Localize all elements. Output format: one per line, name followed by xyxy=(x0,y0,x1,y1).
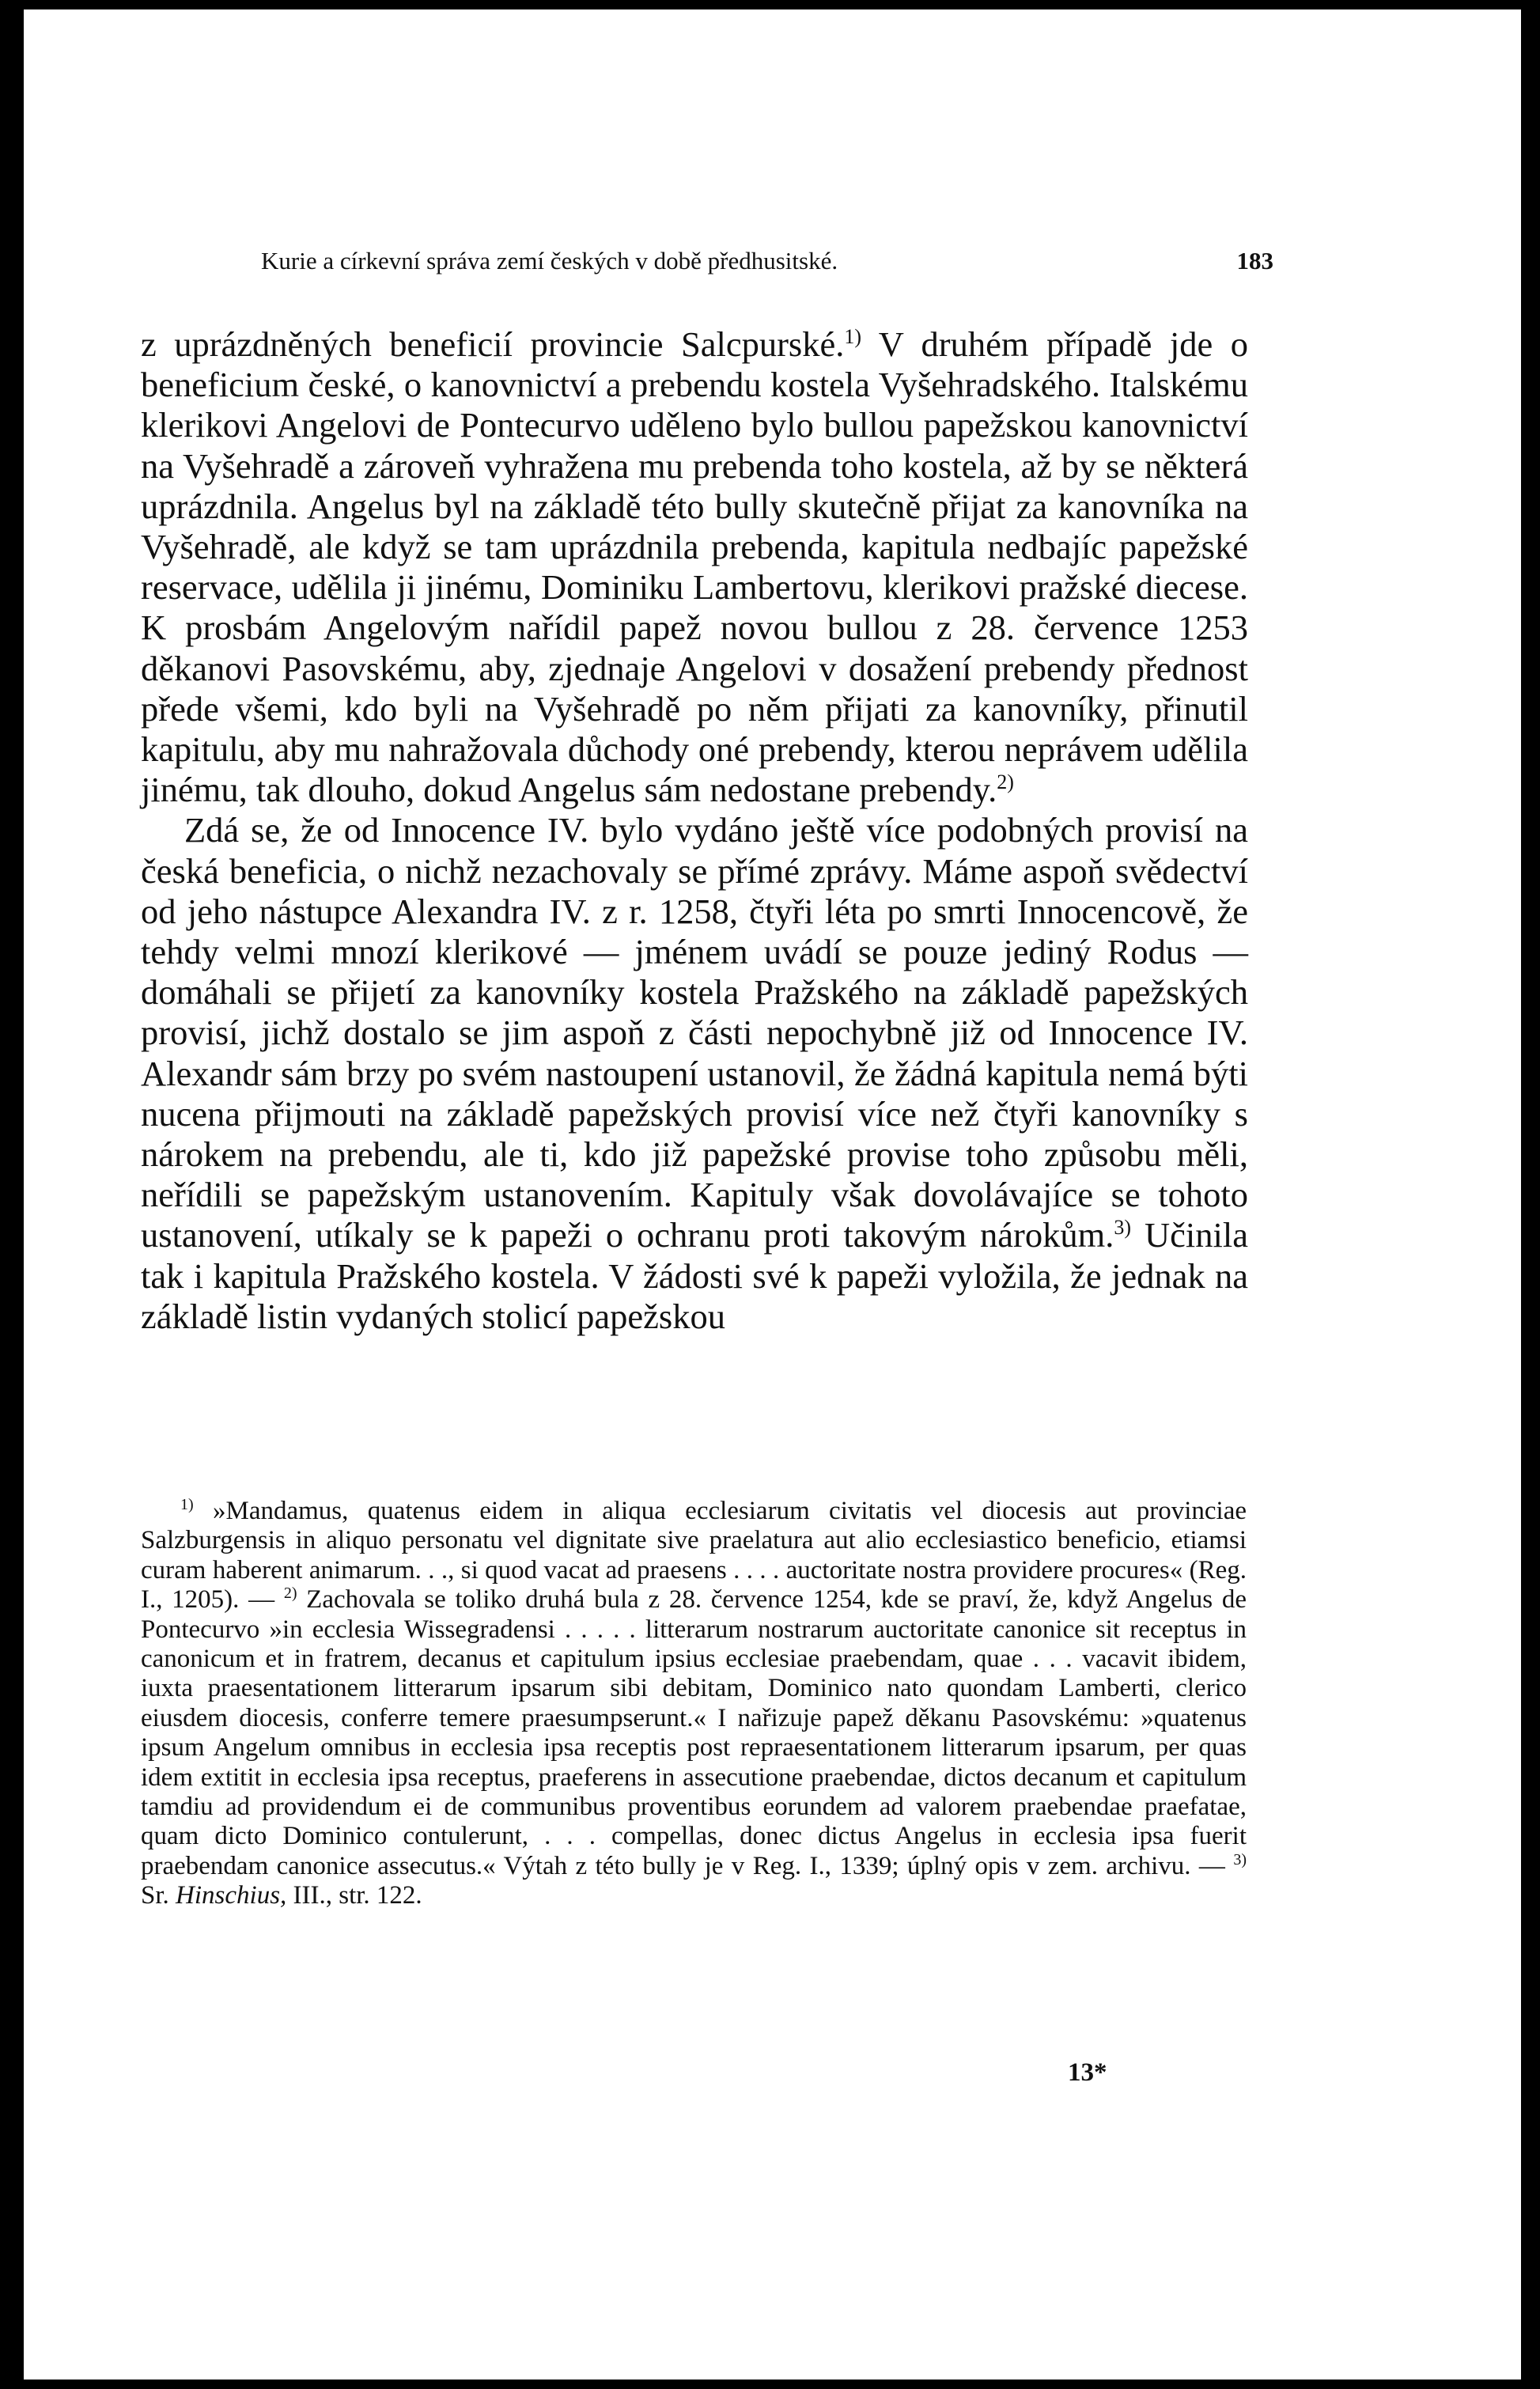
footnote-2-marker: 2) xyxy=(283,1584,297,1603)
running-title: Kurie a církevní správa zemí českých v době předhusitské. xyxy=(261,247,838,274)
footnote-2-text: Zachovala se toliko druhá bula z 28. července 1254, kde se praví, že, když Angelus de Pontecurvo »in ecclesia Wissegradensi . . . . . litterarum nostrarum auctoritate canonice sit receptus in canonicum et in fratrem, decanus et capitulum ipsius ecclesiae praebendam, quae . . . vacavit ibidem, iuxta praesentationem litterarum ipsarum sibi debitam, Dominico nato quondam Lamberti, clerico eiusdem diocesis, conferre temere praesumpserunt.« I nařizuje papež děkanu Pasovskému: »quatenus ipsum Angelum omnibus in ecclesia ipsa receptis post repraesentationem litterarum ipsarum, per quas idem extitit in ecclesia ipsa receptus, praeferens in assecutione praebendae, dictos decanum et capitulum tamdiu ad providendum ei de communibus proventibus eorundem ad valorem praebendae praefatae, quam dicto Dominico contulerunt, . . . compellas, donec dictus Angelus in ecclesia ipsa fuerit praebendam canonice assecutus.« Výtah z této bully je v Reg. I., 1339; úplný opis v zem. archivu. — xyxy=(141,1585,1247,1880)
main-text xyxy=(141,324,1248,1337)
footnote-ref-3: 3) xyxy=(1114,1216,1132,1240)
page-number: 183 xyxy=(1236,247,1273,274)
signature-mark: 13* xyxy=(1068,2058,1107,2087)
footnotes xyxy=(141,1497,1247,1911)
footnote-1-text: »Mandamus, quatenus eidem in aliqua ecclesiarum civitatis vel diocesis aut provinciae Salzburgensis in aliquo personatu vel dignitate sive praelatura aut alio ecclesiastico beneficio, etiamsi curam haberent animarum. . ., si quod vacat ad praesens . . . . auctoritate nostra providere procures« (Reg. I., 1205). — xyxy=(141,1497,1247,1615)
footnote-3-author: Hinschius, xyxy=(176,1881,287,1910)
footnote-3-marker: 3) xyxy=(1233,1850,1247,1868)
footnote-1-marker: 1) xyxy=(180,1496,194,1513)
footnote-block: $^{1)}$ »Mandamus, quatenus eidem in aliqua ecclesiarum civitatis vel diocesis aut provinciae Salzburgensis in aliquo personatu vel dignitate sive praelatura aut alio ecclesiastico beneficio, etiamsi curam haberent animarum. . ., si quod vacat ad praesens . . . . auctoritate nostra providere procures« (Reg. I., 1205). — $^{2)}$ Zachovala se toliko druhá bula z 28. července 1254, kde se praví, že, když Angelus de Pontecurvo »in ecclesia Wissegradensi . . . . . litterarum nostrarum auctoritate canonice sit receptus in canonicum et in fratrem, decanus et capitulum ipsius ecclesiae praebendam, quae . . . vacavit ibidem, iuxta praesentationem litterarum ipsarum sibi debitam, Dominico nato quondam Lamberti, clerico eiusdem diocesis, conferre temere praesumpserunt.« I nařizuje papež děkanu Pasovskému: »quatenus ipsum Angelum omnibus in ecclesia ipsa receptis post repraesentationem litterarum ipsarum, per quas idem extitit in ecclesia ipsa receptus, praeferens in assecutione praebendae, dictos decanum et capitulum tamdiu ad providendum ei de communibus proventibus eorundem ad valorem praebendae praefatae, quam dicto Dominico contulerunt, . . . compellas, donec dictus Angelus in ecclesia ipsa fuerit praebendam canonice assecutus.« Výtah z této bully je v Reg. I., 1339; úplný opis v zem. archivu. — $^{3)}$ Sr. Hinschius, III., str. 122. xyxy=(141,1496,1247,1910)
footnote-ref-2: 2) xyxy=(997,770,1014,794)
footnote-ref-1: 1) xyxy=(844,325,862,349)
paragraph-2: Zdá se, že od Innocence IV. bylo vydáno ještě více podobných provisí na česká beneficia, o nichž nezachovaly se přímé zprávy. Máme aspoň svědectví od jeho nástupce Alexandra IV. z r. 1258, čtyři léta po smrti Innocencově, že tehdy velmi mnozí klerikové — jménem uvádí se pouze jediný Rodus — domáhali se přijetí za kanovníky kostela Pražského na základě papežských provisí, jichž dostalo se jim aspoň z části nepochybně již od Innocence IV. Alexandr sám brzy po svém nastoupení ustanovil, že žádná kapitula nemá býti nucena přijmouti na základě papežských provisí více než čtyři kanovníky s nárokem na prebendu, ale ti, kdo již papežské provise toho způsobu měli, neřídili se papežským ustanovením. Kapituly však dovolávajíce se tohoto ustanovení, utíkaly se k papeži o ochranu proti takovým nárokům.$^{3)}$ Učinila tak i kapitula Pražského kostela. V žádosti své k papeži vyložila, že jednak na základě listin vydaných stolicí papežskou xyxy=(141,810,1248,1336)
book-page xyxy=(24,9,1521,2380)
paragraph-1: z uprázdněných beneficií provincie Salcpurské.$^{1)}$ V druhém případě jde o beneficium české, o kanovnictví a prebendu kostela Vyšehradského. Italskému klerikovi Angelovi de Pontecurvo uděleno bylo bullou papežskou kanovnictví na Vyšehradě a zároveň vyhražena mu prebenda toho kostela, až by se některá uprázdnila. Angelus byl na základě této bully skutečně přijat za kanovníka na Vyšehradě, ale když se tam uprázdnila prebenda, kapitula nedbajíc papežské reservace, udělila ji jinému, Dominiku Lambertovu, klerikovi pražské diecese. K prosbám Angelovým nařídil papež novou bullou z 28. července 1253 děkanovi Pasovskému, aby, zjednaje Angelovi v dosažení prebendy přednost přede všemi, kdo byli na Vyšehradě po něm přijati za kanovníky, přinutil kapitulu, aby mu nahražovala důchody oné prebendy, kterou neprávem udělila jinému, tak dlouho, dokud Angelus sám nedostane prebendy.$^{2)}$ xyxy=(141,324,1248,810)
